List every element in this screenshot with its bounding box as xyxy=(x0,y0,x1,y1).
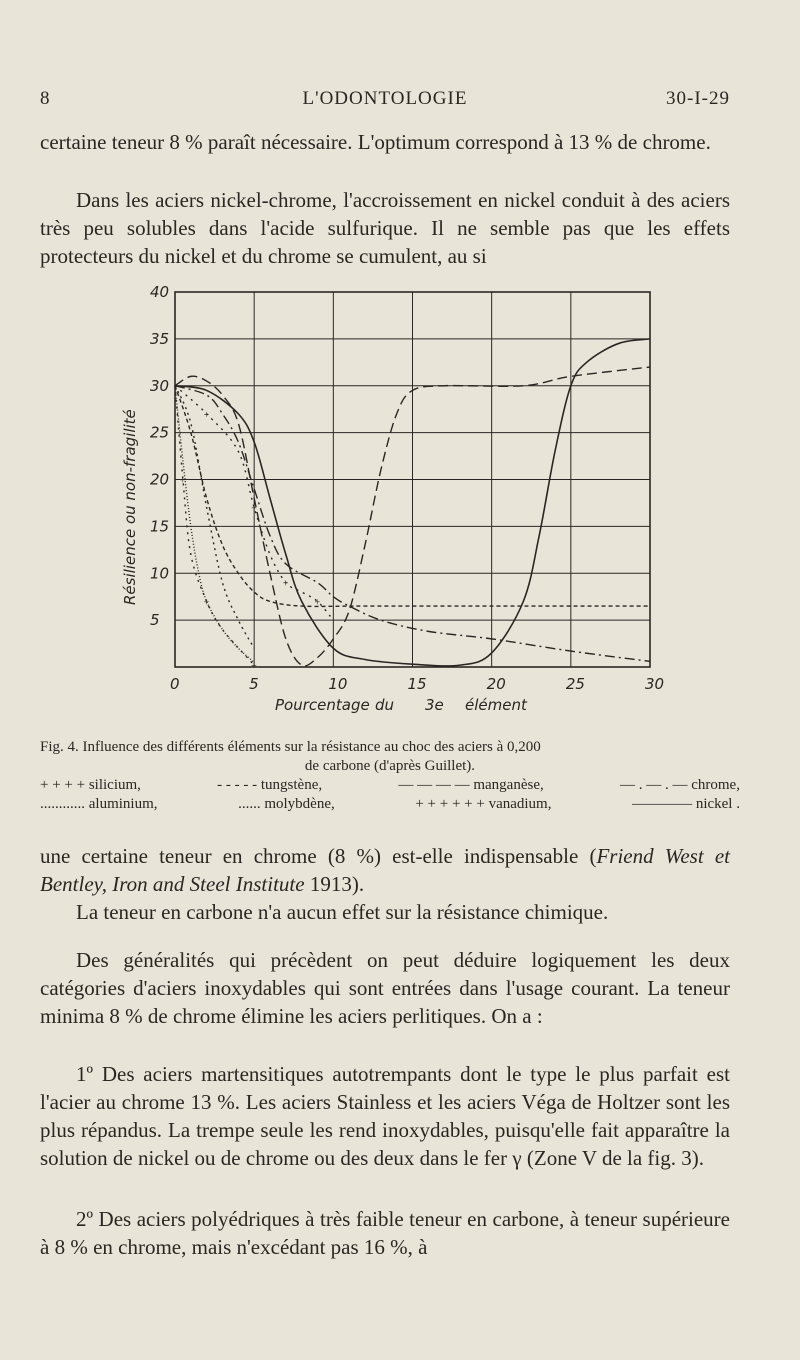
x-tick-label: 30 xyxy=(645,675,665,693)
paragraph-carbone: La teneur en carbone n'a aucun effet sur la résistance chimique. xyxy=(76,900,609,924)
x-axis-label-du: du xyxy=(375,696,395,714)
x-tick-label: 5 xyxy=(249,675,259,693)
caption-legend-row-1 xyxy=(40,776,740,795)
legend-vanadium: + + + + + + vanadium, xyxy=(415,796,552,812)
paragraph-chrome-indispensable xyxy=(40,842,730,898)
chart-ticks xyxy=(150,283,664,693)
y-tick-label: 15 xyxy=(150,517,170,536)
paragraph-martensitiques: 1º Des aciers martensitiques autotrempants dont le type le plus parfait est l'acier au chrome 13 %. Les aciers Stainless et les aciers Véga de Holtzer sont les plus répandus. La trempe seule les rend inoxydables, puisqu'elle fait apparaître la solution de nickel ou de chrome ou des deux dans le fer γ (Zone V de la fig. 3). xyxy=(40,1062,730,1170)
p1-end: 1913). xyxy=(304,872,365,896)
legend-tungstene: - - - - - tungstène, xyxy=(217,777,323,793)
x-axis-label-num: 3e xyxy=(425,696,444,714)
x-axis-label-main: Pourcentage xyxy=(275,696,370,714)
plus-marker-vanadium: + xyxy=(179,475,186,487)
y-tick-label: 5 xyxy=(150,611,160,630)
y-tick-label: 10 xyxy=(150,564,170,583)
x-tick-label: 20 xyxy=(486,675,506,693)
caption-legend-row-2 xyxy=(40,795,740,814)
caption-line-2: de carbone (d'après Guillet). xyxy=(304,758,476,774)
y-tick-label: 20 xyxy=(150,470,170,489)
page-number: 8 xyxy=(40,88,51,109)
paragraph-generalites: Des généralités qui précèdent on peut déduire logiquement les deux catégories d'aciers inoxydables qui sont entrées dans l'usage courant. La teneur minima 8 % de chrome élimine les aciers perlitiques. On a : xyxy=(40,948,730,1028)
legend-chrome: — . — . — chrome, xyxy=(619,777,740,793)
p1-citation: Friend West et Bentley, Iron and Steel Institute xyxy=(40,844,730,896)
plus-marker-silicium: + xyxy=(282,578,289,590)
y-tick-label: 30 xyxy=(150,376,170,395)
legend-aluminium: ............ aluminium, xyxy=(40,796,158,812)
plus-marker-vanadium: + xyxy=(251,661,257,673)
y-tick-label: 35 xyxy=(150,329,170,348)
running-header xyxy=(40,88,730,114)
x-tick-label: 25 xyxy=(565,675,585,693)
y-axis-label: Résilience ou non-fragilité xyxy=(121,409,139,605)
paragraph-nickel-chrome: Dans les aciers nickel-chrome, l'accroissement en nickel conduit à des aciers très peu solubles dans l'acide sulfurique. Il ne semble pas que les effets protecteurs du nickel et du chrome se cumulent, au si xyxy=(40,188,730,268)
x-tick-label: 15 xyxy=(407,675,427,693)
chart-grid xyxy=(175,292,650,667)
y-tick-label: 25 xyxy=(150,423,170,442)
p1-main: une certaine teneur en chrome (8 %) est-elle indispensable ( xyxy=(40,844,597,868)
plus-marker-silicium: + xyxy=(251,503,257,515)
legend-nickel: ———— nickel . xyxy=(632,796,740,812)
issue-date: 30-I-29 xyxy=(666,88,730,109)
x-tick-label: 0 xyxy=(170,675,180,693)
paragraph-polyedriques: 2º Des aciers polyédriques à très faible teneur en carbone, à teneur supérieure à 8 % en chrome, mais n'excédant pas 16 %, à xyxy=(40,1207,730,1259)
x-axis-label-end: élément xyxy=(465,696,527,714)
legend-molybdene: ...... molybdène, xyxy=(238,796,335,812)
caption-line-1: Fig. 4. Influence des différents éléments sur la résistance au choc des aciers à 0,200 xyxy=(40,739,541,755)
curve-molybdène xyxy=(175,386,254,649)
journal-title: L'ODONTOLOGIE xyxy=(302,88,468,109)
chart-svg xyxy=(105,275,680,725)
y-tick-label: 40 xyxy=(150,283,170,301)
curve-vanadium xyxy=(175,386,254,665)
legend-silicium: + + + + silicium, xyxy=(40,777,141,793)
legend-manganese: — — — — manganèse, xyxy=(398,777,544,793)
figure-caption xyxy=(40,738,740,814)
plus-marker-silicium: + xyxy=(314,597,321,609)
plus-marker-silicium: + xyxy=(203,409,210,421)
plus-marker-vanadium: + xyxy=(203,597,210,609)
figure-resilience-chart xyxy=(105,275,680,725)
paragraph-continued: certaine teneur 8 % paraît nécessaire. L'optimum correspond à 13 % de chrome. xyxy=(40,130,711,154)
x-tick-label: 10 xyxy=(328,675,348,693)
